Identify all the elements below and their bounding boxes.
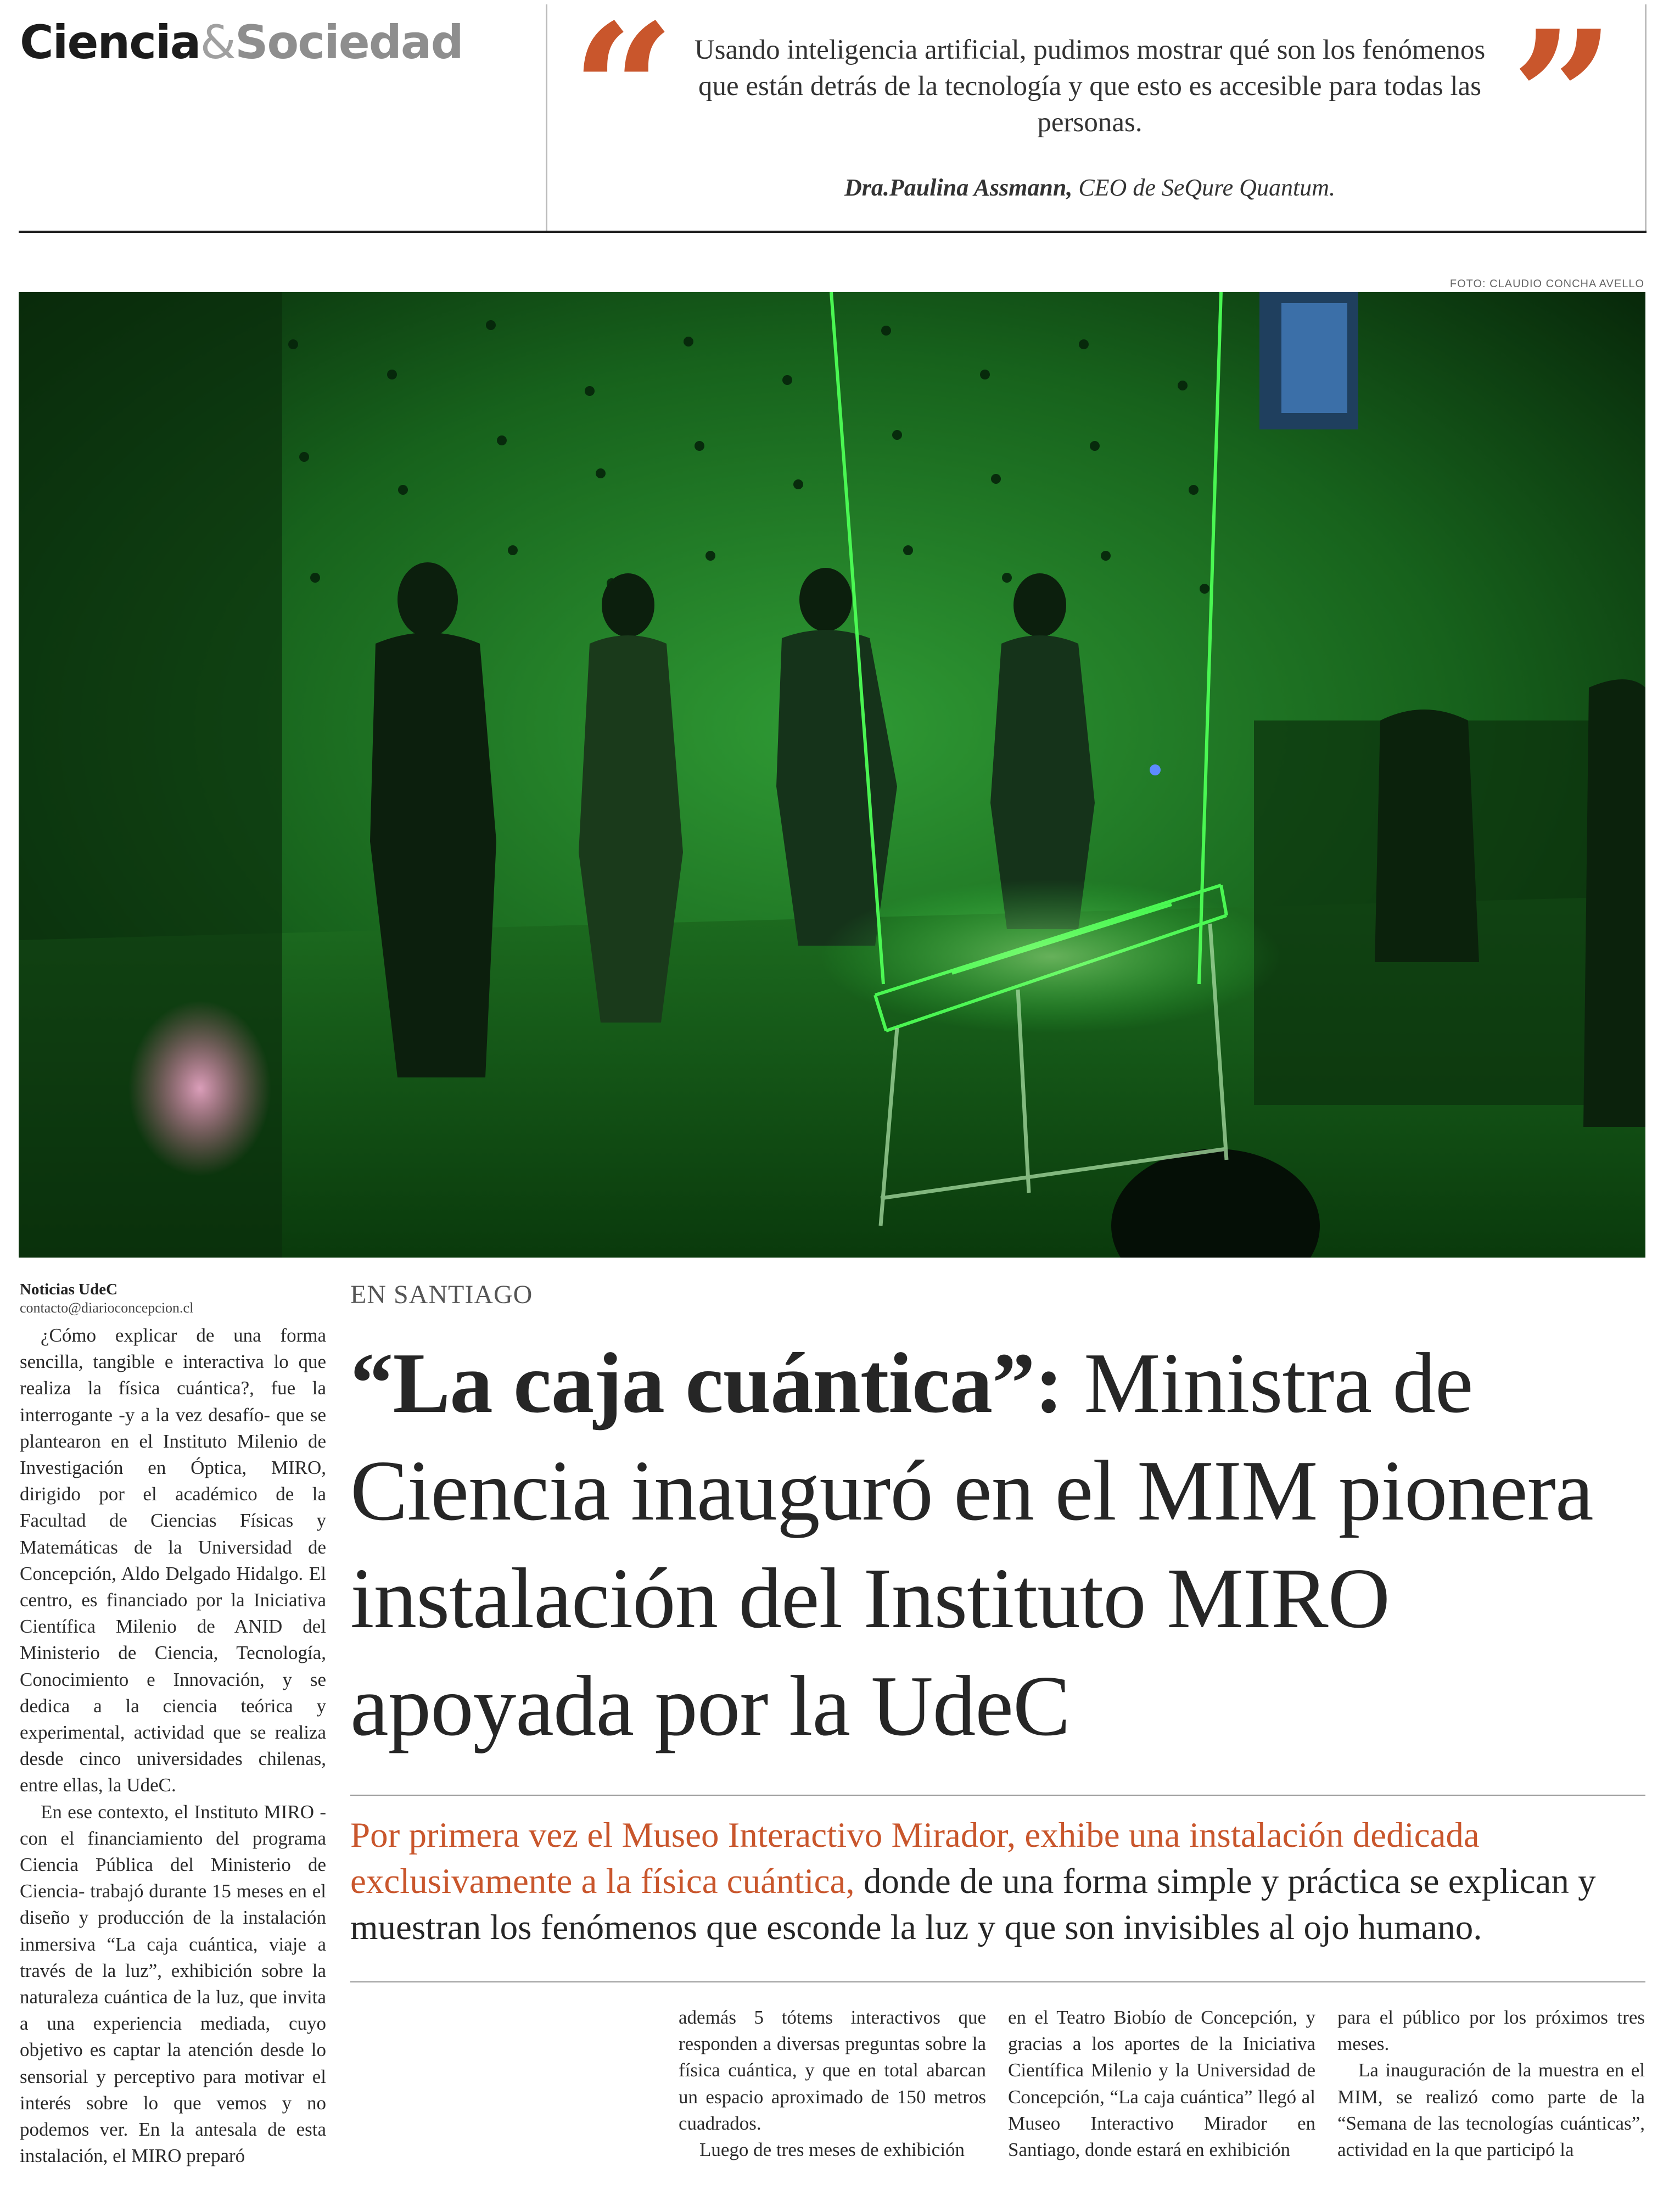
header-right-edge: [1645, 4, 1647, 231]
article-column-4: [1337, 2004, 1645, 2163]
section-title: [20, 15, 463, 69]
headline: [350, 1329, 1651, 1759]
lead-photo: [19, 292, 1645, 1258]
header-divider: [546, 4, 547, 231]
quote-author-role: CEO de SeQure Quantum.: [1078, 174, 1335, 201]
byline-name: Noticias UdeC: [20, 1281, 118, 1298]
col4-paragraph-2: La inauguración de la muestra en el MIM, se realizó como parte de la “Semana de las tecnologías cuánticas”, actividad en la que participó la: [1337, 2059, 1645, 2161]
headline-rest: Ministra de Ciencia inauguró en el MIM pionera instalación del Instituto MIRO apoyada por la UdeC: [350, 1335, 1593, 1753]
pull-quote-author: [692, 174, 1488, 202]
close-quote-icon: ”: [1511, 0, 1615, 204]
section-word-ciencia: Ciencia: [20, 15, 200, 69]
header-bottom-rule: [19, 231, 1647, 233]
deck-bottom-rule: [350, 1981, 1645, 1982]
section-ampersand: &: [200, 15, 235, 69]
section-word-sociedad: Sociedad: [235, 15, 463, 69]
byline-email[interactable]: contacto@diarioconcepcion.cl: [20, 1300, 194, 1316]
article-column-2: [679, 2004, 986, 2163]
headline-bold: “La caja cuántica”:: [350, 1335, 1063, 1431]
left-paragraph-1: ¿Cómo explicar de una forma sencilla, tangible e interactiva lo que realiza la física cuántica?, fue la interrogante -y a la vez desafío- que se plantearon en el Instituto Milenio de Investigación en Óptica, MIRO, dirigido por el académico de la Facultad de Ciencias Físicas y Matemáticas de la Universidad de Concepción, Aldo Delgado Hidalgo. El centro, es financiado por la Iniciativa Científica Milenio de ANID del Ministerio de Ciencia, Tecnología, Conocimiento e Innovación, y se dedica a la ciencia teórica y experimental, actividad que se realiza desde cinco universidades chilenas, entre ellas, la UdeC.: [20, 1325, 326, 1796]
quote-author-name: Dra.Paulina Assmann,: [844, 174, 1073, 201]
deck: [350, 1812, 1646, 1951]
article-column-3: [1008, 2004, 1315, 2163]
laser-installation-photo: [19, 292, 1645, 1258]
photo-credit: FOTO: CLAUDIO CONCHA AVELLO: [1449, 278, 1644, 290]
deck-accent: Por primera vez el Museo Interactivo Mirador, exhibe una instalación dedicada exclusivamente a la física cuántica,: [350, 1816, 1480, 1901]
pull-quote-text: Usando inteligencia artificial, pudimos mostrar qué son los fenómenos que están detrás de la tecnología y que esto es accesible para todas las personas.: [694, 35, 1486, 138]
left-paragraph-2: En ese contexto, el Instituto MIRO -con el financiamiento del programa Ciencia Pública del Ministerio de Ciencia- trabajó durante 15 meses en el diseño y producción de la instalación inmersiva “La caja cuántica, viaje a través de la luz”, exhibición sobre la naturaleza cuántica de la luz, que invita a una experiencia mediada, cuyo objetivo es captar la atención desde lo sensorial y perceptivo para motivar el interés sobre lo que vemos y no podemos ver. En la antesala de esta instalación, el MIRO preparó: [20, 1801, 326, 2167]
col2-paragraph-1: además 5 tótems interactivos que responden a diversas preguntas sobre la física cuántica, y que en total abarcan un espacio aproximado de 150 metros cuadrados.: [679, 2007, 986, 2134]
col2-paragraph-2: Luego de tres meses de exhibición: [699, 2139, 965, 2161]
deck-top-rule: [350, 1795, 1645, 1796]
left-column-text: [20, 1322, 326, 2170]
open-quote-icon: “: [571, 0, 675, 197]
col4-paragraph-1: para el público por los próximos tres meses.: [1337, 2007, 1645, 2055]
deck-rest: donde de una forma simple y práctica se explican y muestran los fenómenos que esconde la luz y que son invisibles al ojo humano.: [350, 1862, 1596, 1947]
col3-paragraph-1: en el Teatro Biobío de Concepción, y gracias a los aportes de la Iniciativa Científica Milenio y la Universidad de Concepción, “La caja cuántica” llegó al Museo Interactivo Mirador en Santiago, donde estará en exhibición: [1008, 2007, 1315, 2161]
kicker-location: EN SANTIAGO: [350, 1280, 533, 1309]
